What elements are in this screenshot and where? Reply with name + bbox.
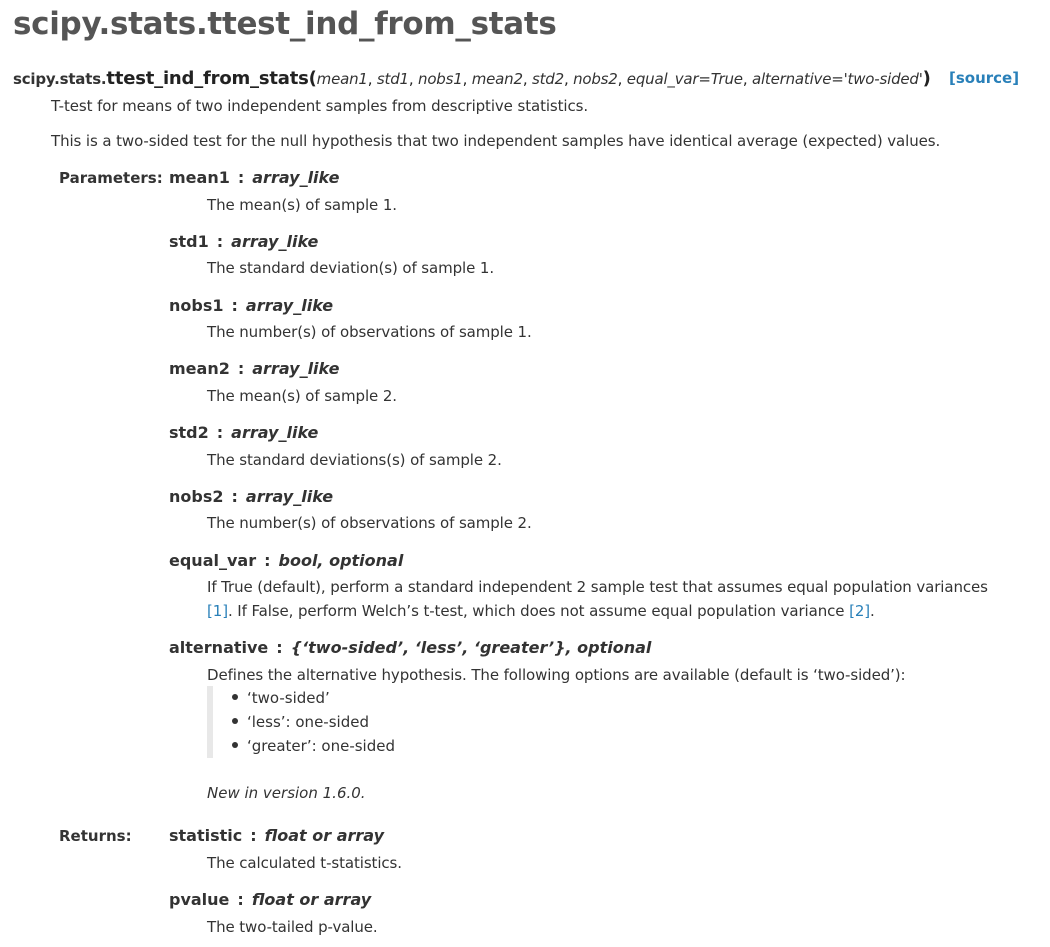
param-type: array_like bbox=[252, 359, 340, 378]
return-name: statistic bbox=[169, 826, 243, 845]
param-desc-continued bbox=[207, 602, 875, 620]
returns-label: Returns: bbox=[59, 827, 132, 845]
signature-prefix: scipy.stats. bbox=[13, 70, 107, 88]
param-head-mean1: mean1 : array_like bbox=[169, 168, 340, 187]
signature-arg: std1 bbox=[376, 70, 409, 88]
return-head-pvalue: pvalue : float or array bbox=[169, 890, 372, 909]
param-name: std1 bbox=[169, 232, 209, 251]
param-desc: The standard deviation(s) of sample 1. bbox=[207, 259, 495, 277]
signature-arg: nobs1 bbox=[418, 70, 463, 88]
signature-arg: mean1 bbox=[316, 70, 368, 88]
bullet-icon bbox=[232, 694, 238, 700]
page-title: scipy.stats.ttest_ind_from_stats bbox=[13, 6, 557, 42]
return-head-statistic: statistic : float or array bbox=[169, 826, 385, 845]
param-desc: The standard deviations(s) of sample 2. bbox=[207, 451, 502, 469]
param-desc-end: . bbox=[870, 602, 875, 620]
param-desc-text: . If False, perform Welch’s t-test, which does not assume equal population variance bbox=[227, 602, 850, 620]
param-type: {‘two-sided’, ‘less’, ‘greater’}, optional bbox=[290, 638, 652, 657]
param-name: mean2 bbox=[169, 359, 230, 378]
param-head-std1: std1 : array_like bbox=[169, 232, 319, 251]
param-type: bool, optional bbox=[278, 551, 404, 570]
param-desc: If True (default), perform a standard independent 2 sample test that assumes equal population variances bbox=[207, 578, 988, 596]
param-desc: The mean(s) of sample 2. bbox=[207, 387, 397, 405]
param-type: array_like bbox=[245, 296, 334, 315]
signature-arg: alternative='two-sided' bbox=[751, 70, 923, 88]
citation-link-2[interactable]: [2] bbox=[849, 602, 871, 620]
param-name: mean1 bbox=[169, 168, 230, 187]
bullet-icon bbox=[232, 718, 238, 724]
signature-arg: std2 bbox=[531, 70, 564, 88]
signature-name: ttest_ind_from_stats bbox=[106, 68, 309, 89]
summary-line: T-test for means of two independent samples from descriptive statistics. bbox=[51, 97, 589, 115]
param-head-alternative: alternative : {‘two-sided’, ‘less’, ‘greater’}, optional bbox=[169, 638, 652, 657]
bullet-icon bbox=[232, 742, 238, 748]
list-item: ‘two-sided’ bbox=[232, 689, 330, 707]
list-item: ‘greater’: one-sided bbox=[232, 737, 395, 755]
list-item: ‘less’: one-sided bbox=[232, 713, 369, 731]
return-desc: The calculated t-statistics. bbox=[207, 854, 402, 872]
options-blockquote-bar bbox=[207, 686, 213, 758]
param-desc: The mean(s) of sample 1. bbox=[207, 196, 397, 214]
return-type: float or array bbox=[251, 890, 372, 909]
param-type: array_like bbox=[231, 232, 319, 251]
return-desc: The two-tailed p-value. bbox=[207, 918, 378, 936]
param-type: array_like bbox=[245, 487, 334, 506]
signature-close-paren: ) bbox=[922, 68, 931, 89]
param-head-nobs2: nobs2 : array_like bbox=[169, 487, 334, 506]
source-link[interactable]: [source] bbox=[949, 69, 1020, 87]
parameters-label: Parameters: bbox=[59, 169, 163, 187]
param-head-equal-var: equal_var : bool, optional bbox=[169, 551, 404, 570]
param-name: equal_var bbox=[169, 551, 257, 570]
signature-arg: nobs2 bbox=[573, 70, 618, 88]
version-note: New in version 1.6.0. bbox=[207, 784, 366, 802]
return-name: pvalue bbox=[169, 890, 230, 909]
description-line: This is a two-sided test for the null hypothesis that two independent samples have identical average (expected) values. bbox=[51, 132, 941, 150]
signature-arg: equal_var=True bbox=[626, 70, 743, 88]
param-name: std2 bbox=[169, 423, 209, 442]
function-signature: scipy.stats.ttest_ind_from_stats(mean1, std1, nobs1, mean2, std2, nobs2, equal_var=True, alternative='two-sided') bbox=[13, 68, 931, 89]
param-head-nobs1: nobs1 : array_like bbox=[169, 296, 334, 315]
param-name: nobs2 bbox=[169, 487, 224, 506]
param-name: alternative bbox=[169, 638, 269, 657]
return-type: float or array bbox=[264, 826, 385, 845]
param-type: array_like bbox=[231, 423, 319, 442]
param-head-std2: std2 : array_like bbox=[169, 423, 319, 442]
param-desc: Defines the alternative hypothesis. The following options are available (default is ‘two-sided’): bbox=[207, 666, 906, 684]
param-type: array_like bbox=[252, 168, 340, 187]
param-name: nobs1 bbox=[169, 296, 224, 315]
citation-link-1[interactable]: [1] bbox=[207, 602, 228, 620]
param-head-mean2: mean2 : array_like bbox=[169, 359, 340, 378]
signature-open-paren: ( bbox=[308, 68, 317, 89]
signature-arg: mean2 bbox=[471, 70, 523, 88]
param-desc: The number(s) of observations of sample 2. bbox=[207, 514, 532, 532]
param-desc: The number(s) of observations of sample 1. bbox=[207, 323, 532, 341]
